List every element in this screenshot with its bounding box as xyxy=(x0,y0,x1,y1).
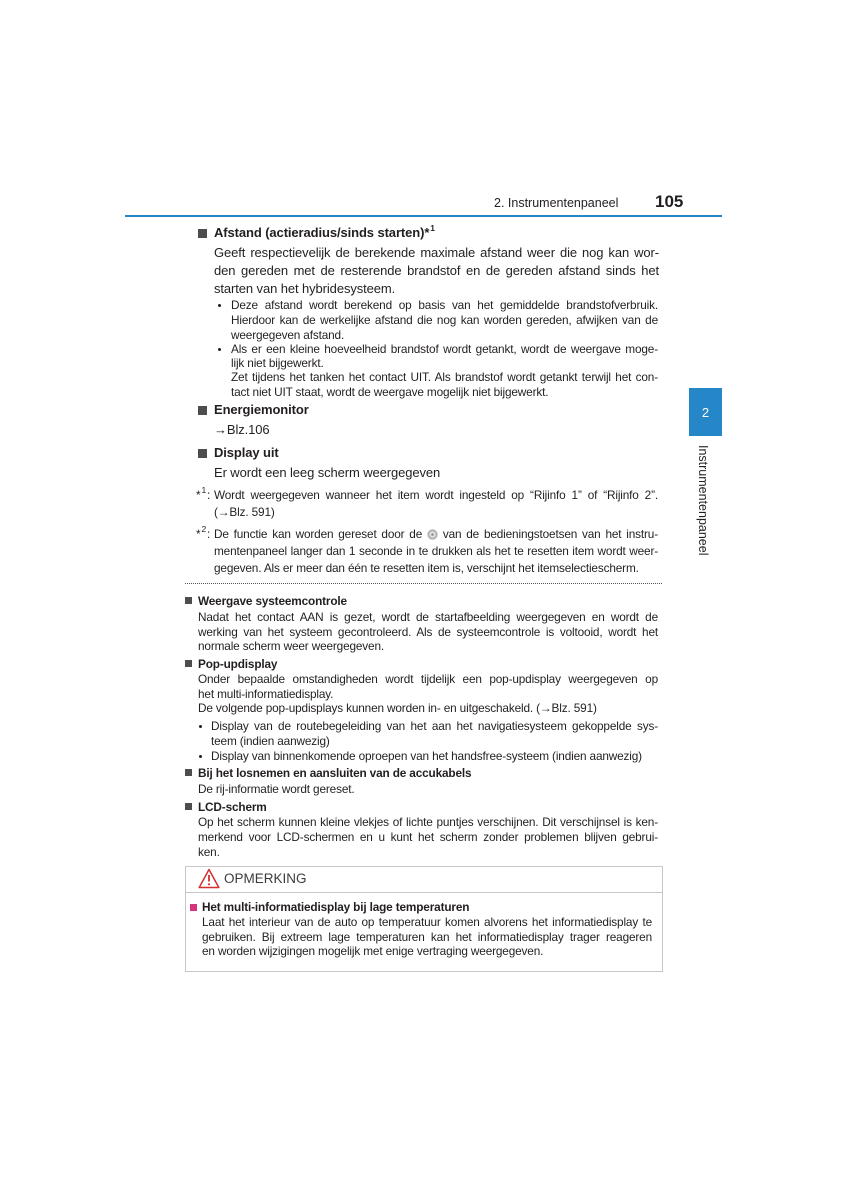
running-header-section-title: 2. Instrumentenpaneel xyxy=(494,196,619,210)
footnote-line: mentenpaneel langer dan 1 seconde in te drukken als het te resetten item wordt weer- xyxy=(214,544,658,558)
reset-button-icon xyxy=(427,529,438,540)
systeemcontrole-heading: Weergave systeemcontrole xyxy=(198,594,347,608)
systeemcontrole-line: normale scherm weer weergegeven. xyxy=(198,639,385,653)
section-square-marker xyxy=(185,769,192,776)
footnote-text-after-icon: van de bedieningstoetsen van het instru- xyxy=(442,527,658,541)
lcd-scherm-line: Op het scherm kunnen kleine vlekjes of lichte puntjes verschijnen. Dit verschijnsel is ken- xyxy=(198,815,658,829)
energiemonitor-page-reference: →Blz.106 xyxy=(214,422,270,437)
footnote-marker xyxy=(196,526,210,543)
energiemonitor-heading: Energiemonitor xyxy=(214,402,309,417)
notice-header-divider xyxy=(185,892,663,893)
display-uit-text: Er wordt een leeg scherm weergegeven xyxy=(214,465,441,480)
chapter-title-vertical: Instrumentenpaneel xyxy=(696,445,710,556)
footnote-line: gegeven. Als er meer dan één te resetten item is, verschijnt het itemselectiescherm. xyxy=(214,561,639,575)
footnote-marker-symbol: * xyxy=(196,488,201,502)
popup-display-line: het multi-informatiedisplay. xyxy=(198,687,334,701)
bullet-dot xyxy=(218,348,221,351)
systeemcontrole-line: werking van het systeem gecontroleerd. Als de systeemcontrole is voltooid, wordt het xyxy=(198,625,658,639)
popup-display-bullet-line: teem (indien aanwezig) xyxy=(211,734,330,748)
footnote-line xyxy=(214,526,658,542)
section-divider xyxy=(185,583,662,584)
footnote-ref-number: 1 xyxy=(430,223,435,233)
section-square-marker xyxy=(198,406,207,415)
popup-display-line: Onder bepaalde omstandigheden wordt tijdelijk een pop-updisplay weergegeven op xyxy=(198,672,658,686)
afstand-heading-text: Afstand (actieradius/sinds starten) xyxy=(214,225,425,240)
notice-square-marker xyxy=(190,904,197,911)
notice-label: OPMERKING xyxy=(224,871,307,886)
footnote-text-before-icon: De functie kan worden gereset door de xyxy=(214,527,423,541)
footnote-ref-symbol: * xyxy=(424,225,430,240)
lcd-scherm-heading: LCD-scherm xyxy=(198,800,267,814)
section-square-marker xyxy=(198,449,207,458)
popup-display-heading: Pop-updisplay xyxy=(198,657,278,671)
afstand-description-line: den gereden met de resterende brandstof en de gereden afstand sinds het xyxy=(214,263,659,278)
afstand-bullet-line: Deze afstand wordt berekend op basis van het gemiddelde brandstofverbruik. xyxy=(231,298,658,312)
afstand-bullet-line: Als er een kleine hoeveelheid brandstof wordt getankt, wordt de weergave moge- xyxy=(231,342,658,356)
afstand-bullet-line: lijk niet bijgewerkt. xyxy=(231,356,324,370)
lcd-scherm-line: merkend voor LCD-schermen en u kunt het scherm zonder problemen blijven gebrui- xyxy=(198,830,658,844)
afstand-bullet-line: weergegeven afstand. xyxy=(231,328,345,342)
afstand-bullet-line: Zet tijdens het tanken het contact UIT. Als brandstof wordt getankt terwijl het con- xyxy=(231,370,658,384)
page-number: 105 xyxy=(655,192,684,211)
footnote-marker-number: 1 xyxy=(201,485,207,495)
bullet-dot xyxy=(199,725,202,728)
lcd-scherm-line: ken. xyxy=(198,845,220,859)
chapter-tab xyxy=(689,388,722,436)
popup-display-bullet-line: Display van de routebegeleiding van het aan het navigatiesysteem gekoppelde sys- xyxy=(211,719,658,733)
accukabels-heading: Bij het losnemen en aansluiten van de accukabels xyxy=(198,766,472,780)
notice-line: Laat het interieur van de auto op temperatuur komen alvorens het informatiedisplay te xyxy=(202,915,652,929)
footnote-marker-suffix: : xyxy=(207,527,211,541)
section-square-marker xyxy=(198,229,207,238)
footnote-marker-suffix: : xyxy=(207,488,211,502)
popup-display-line: De volgende pop-updisplays kunnen worden in- en uitgeschakeld. (→Blz. 591) xyxy=(198,701,597,715)
footnote-marker-number: 2 xyxy=(201,524,207,534)
systeemcontrole-line: Nadat het contact AAN is gezet, wordt de startafbeelding weergegeven en wordt de xyxy=(198,610,658,624)
afstand-description-line: starten van het hybridesysteem. xyxy=(214,281,396,296)
warning-triangle-icon xyxy=(198,868,220,889)
bullet-dot xyxy=(218,304,221,307)
bullet-dot xyxy=(199,755,202,758)
notice-heading: Het multi-informatiedisplay bij lage temperaturen xyxy=(202,900,470,914)
afstand-heading xyxy=(214,224,435,243)
section-square-marker xyxy=(185,803,192,810)
section-square-marker xyxy=(185,597,192,604)
afstand-bullet-line: tact niet UIT staat, wordt de weergave mogelijk niet bijgewerkt. xyxy=(231,385,549,399)
footnote-line: (→Blz. 591) xyxy=(214,505,275,519)
notice-line: gebruiken. Bij extreem lage temperaturen kan het informatiedisplay trager reageren xyxy=(202,930,652,944)
popup-display-bullet-line: Display van binnenkomende oproepen van het handsfree-systeem (indien aanwezig) xyxy=(211,749,642,763)
notice-line: en worden wijzigingen mogelijk met enige vertraging weergegeven. xyxy=(202,944,544,958)
footnote-marker xyxy=(196,487,210,504)
afstand-description-line: Geeft respectievelijk de berekende maximale afstand weer die nog kan wor- xyxy=(214,245,659,260)
section-square-marker xyxy=(185,660,192,667)
footnote-line: Wordt weergegeven wanneer het item wordt ingesteld op “Rijinfo 1” of “Rijinfo 2”. xyxy=(214,488,658,502)
accukabels-line: De rij-informatie wordt gereset. xyxy=(198,782,355,796)
header-rule xyxy=(125,215,722,217)
display-uit-heading: Display uit xyxy=(214,445,279,460)
footnote-marker-symbol: * xyxy=(196,527,201,541)
afstand-bullet-line: Hierdoor kan de werkelijke afstand die nog kan worden gereden, afwijken van de xyxy=(231,313,658,327)
chapter-number: 2 xyxy=(701,404,710,420)
